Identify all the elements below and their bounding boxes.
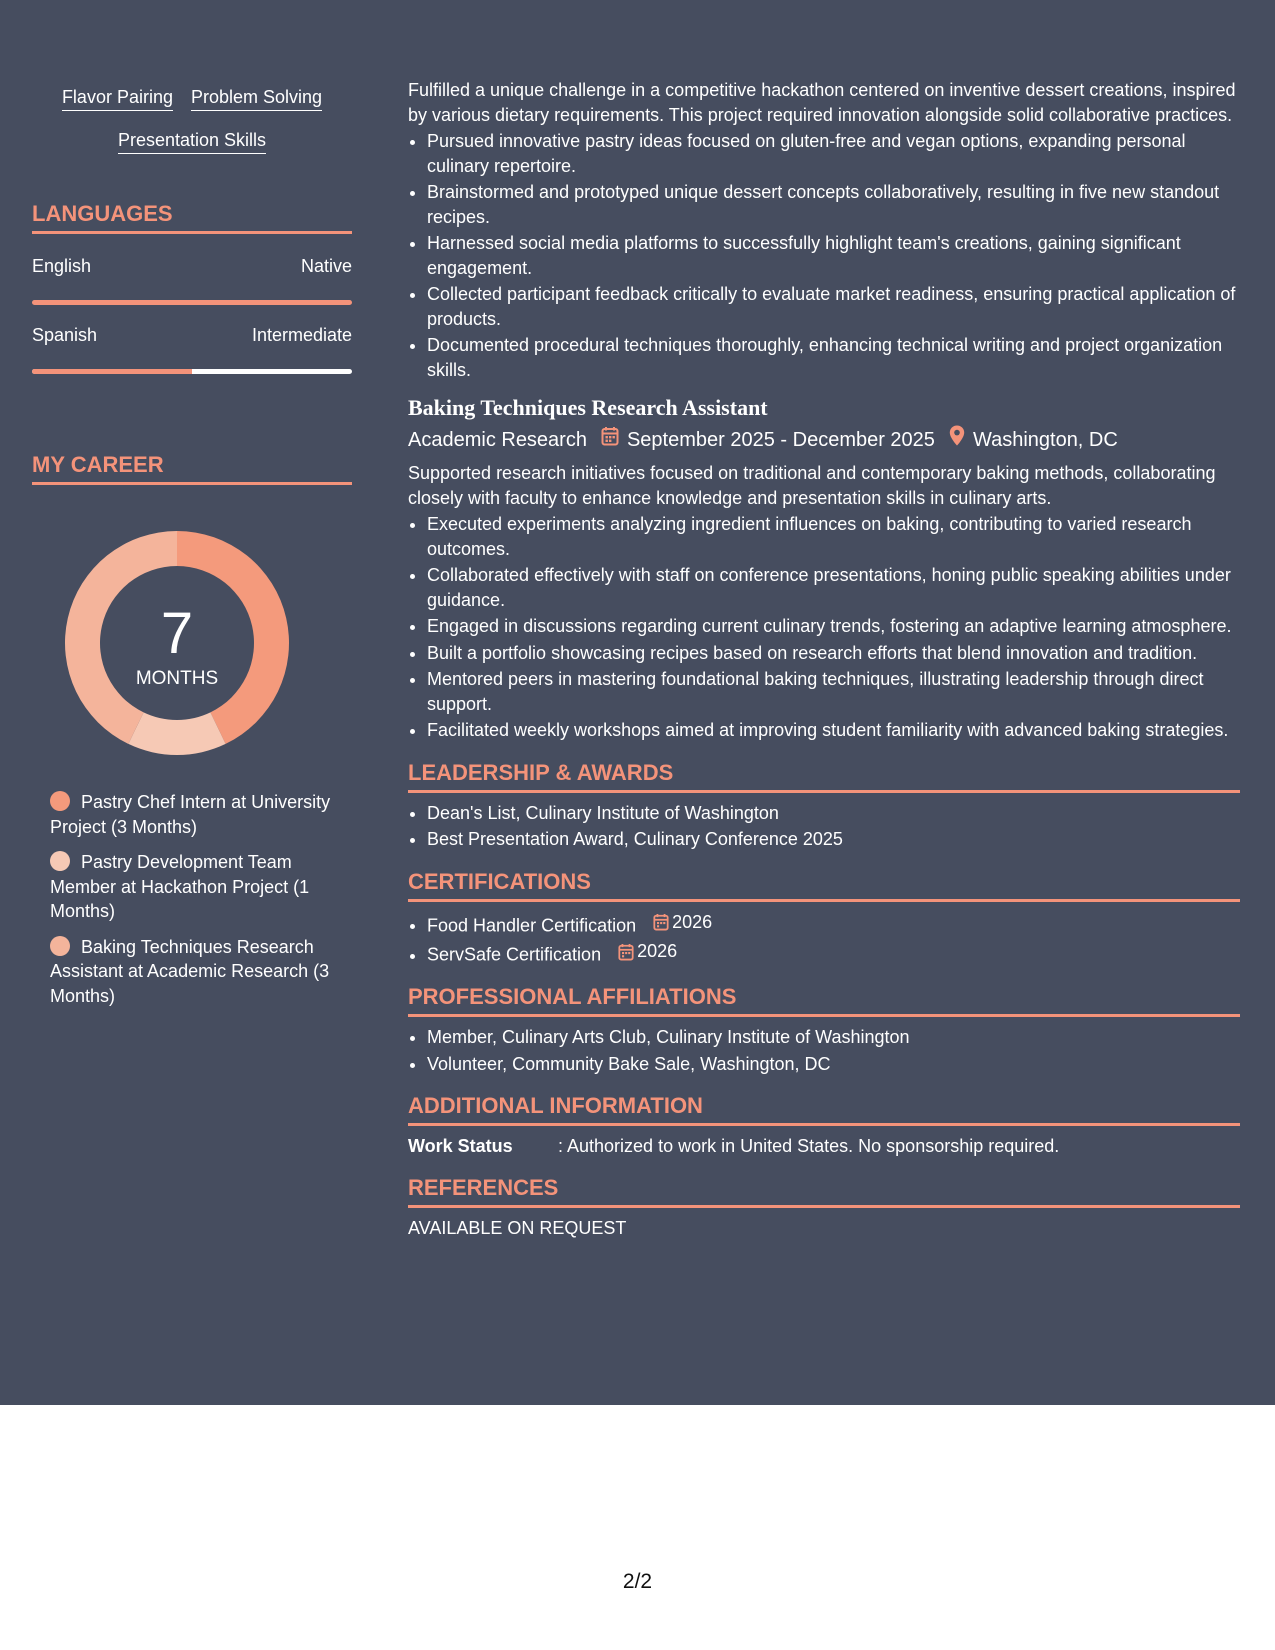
experience-bullet: • Brainstormed and prototyped unique dessert concepts collaboratively, resulting in five new standout recipes.	[427, 180, 1240, 229]
career-donut-chart	[64, 530, 290, 756]
experience-bullet: • Collected participant feedback critically to evaluate market readiness, ensuring practical application of products.	[427, 282, 1240, 331]
legend-dot-icon	[50, 851, 70, 871]
language-row	[32, 324, 352, 346]
leadership-heading: LEADERSHIP & AWARDS	[408, 759, 1240, 793]
location-pin-icon	[949, 425, 965, 455]
career-legend-item	[50, 850, 340, 924]
certification-year: 2026	[637, 941, 678, 962]
career-legend-item	[50, 790, 340, 839]
job-bullet: • Engaged in discussions regarding current culinary trends, fostering an adaptive learning atmosphere.	[427, 614, 1240, 639]
calendar-icon	[601, 425, 619, 455]
work-status-value: : Authorized to work in United States. No sponsorship required.	[558, 1136, 1060, 1156]
references-heading: REFERENCES	[408, 1174, 1240, 1208]
certification-year: 2026	[672, 911, 713, 932]
language-proficiency-bar	[32, 369, 352, 374]
job-dates: September 2025 - December 2025	[626, 429, 935, 451]
career-legend-label: Baking Techniques Research Assistant at Academic Research (3 Months)	[50, 936, 330, 1006]
calendar-icon	[653, 913, 669, 931]
references-text: AVAILABLE ON REQUEST	[408, 1218, 627, 1238]
affiliations-list	[408, 1025, 1240, 1076]
leadership-item: • Dean's List, Culinary Institute of Washington	[427, 801, 1240, 826]
job-bullet: • Collaborated effectively with staff on conference presentations, honing public speaking abilities under guidance.	[427, 563, 1240, 612]
language-proficiency-fill	[32, 369, 192, 374]
career-legend-item	[50, 935, 340, 1009]
job-title: Baking Techniques Research Assistant	[408, 395, 768, 420]
skill-tag: Presentation Skills	[118, 129, 266, 154]
certification-item	[427, 939, 1240, 967]
experience-bullet: • Pursued innovative pastry ideas focused on gluten-free and vegan options, expanding personal culinary repertoire.	[427, 129, 1240, 178]
job-bullet: • Mentored peers in mastering foundational baking techniques, illustrating leadership through direct support.	[427, 667, 1240, 716]
skill-tag: Flavor Pairing	[62, 86, 173, 111]
main-content	[408, 78, 1240, 1241]
skill-tag: Problem Solving	[191, 86, 322, 111]
affiliation-item: • Member, Culinary Arts Club, Culinary Institute of Washington	[427, 1025, 1240, 1050]
language-name: Spanish	[32, 325, 98, 345]
career-legend-label: Pastry Development Team Member at Hackathon Project (1 Months)	[50, 852, 310, 921]
legend-dot-icon	[50, 936, 70, 956]
language-level: Intermediate	[251, 325, 352, 345]
career-legend	[50, 790, 340, 1019]
certification-name: ServSafe Certification	[427, 944, 602, 965]
job-bullet: • Facilitated weekly workshops aimed at improving student familiarity with advanced baking strategies.	[427, 718, 1240, 743]
language-proficiency-bar	[32, 300, 352, 305]
language-level: Native	[300, 256, 352, 276]
certifications-heading: CERTIFICATIONS	[408, 868, 1240, 902]
job-company: Academic Research	[408, 429, 587, 451]
languages-heading: LANGUAGES	[32, 200, 352, 234]
leadership-item: • Best Presentation Award, Culinary Conference 2025	[427, 827, 1240, 852]
job-bullet: • Built a portfolio showcasing recipes based on research efforts that blend innovation and tradition.	[427, 641, 1240, 666]
career-total-unit: MONTHS	[135, 668, 219, 689]
experience-bullet: • Documented procedural techniques thoroughly, enhancing technical writing and project organization skills.	[427, 333, 1240, 382]
calendar-icon	[618, 943, 634, 961]
certification-name: Food Handler Certification	[427, 914, 637, 935]
language-name: English	[32, 256, 92, 276]
career-heading: MY CAREER	[32, 451, 352, 485]
language-proficiency-fill	[32, 300, 352, 305]
page-number: 2/2	[622, 1570, 653, 1593]
legend-dot-icon	[50, 791, 70, 811]
job-location: Washington, DC	[972, 429, 1118, 451]
certification-item	[427, 910, 1240, 938]
affiliation-item: • Volunteer, Community Bake Sale, Washington, DC	[427, 1052, 1240, 1077]
certification-date	[618, 939, 677, 964]
experience-bullet: • Harnessed social media platforms to successfully highlight team's creations, gaining significant engagement.	[427, 231, 1240, 280]
certification-date	[653, 910, 712, 935]
career-total-number: 7	[160, 601, 194, 666]
affiliations-heading: PROFESSIONAL AFFILIATIONS	[408, 983, 1240, 1017]
work-status-label: Work Status	[408, 1136, 513, 1156]
job-bullets	[408, 512, 1240, 743]
job-bullet: • Executed experiments analyzing ingredient influences on baking, contributing to varied research outcomes.	[427, 512, 1240, 561]
experience-bullets	[408, 129, 1240, 382]
certifications-list	[408, 910, 1240, 968]
additional-info-heading: ADDITIONAL INFORMATION	[408, 1092, 1240, 1126]
language-row	[32, 255, 352, 277]
donut-segment-2	[128, 712, 225, 755]
career-legend-label: Pastry Chef Intern at University Project (3 Months)	[50, 792, 331, 837]
skills-list	[32, 86, 352, 154]
job-summary: Supported research initiatives focused on traditional and contemporary baking methods, collaborating closely with faculty to enhance knowledge and presentation skills in culinary arts.	[408, 463, 1216, 508]
work-status-row	[408, 1134, 1240, 1158]
leadership-list	[408, 801, 1240, 852]
experience-summary: Fulfilled a unique challenge in a competitive hackathon centered on inventive dessert creations, inspired by various dietary requirements. This project required innovation alongside solid collaborative practices.	[408, 80, 1236, 125]
job-meta	[408, 425, 1240, 455]
